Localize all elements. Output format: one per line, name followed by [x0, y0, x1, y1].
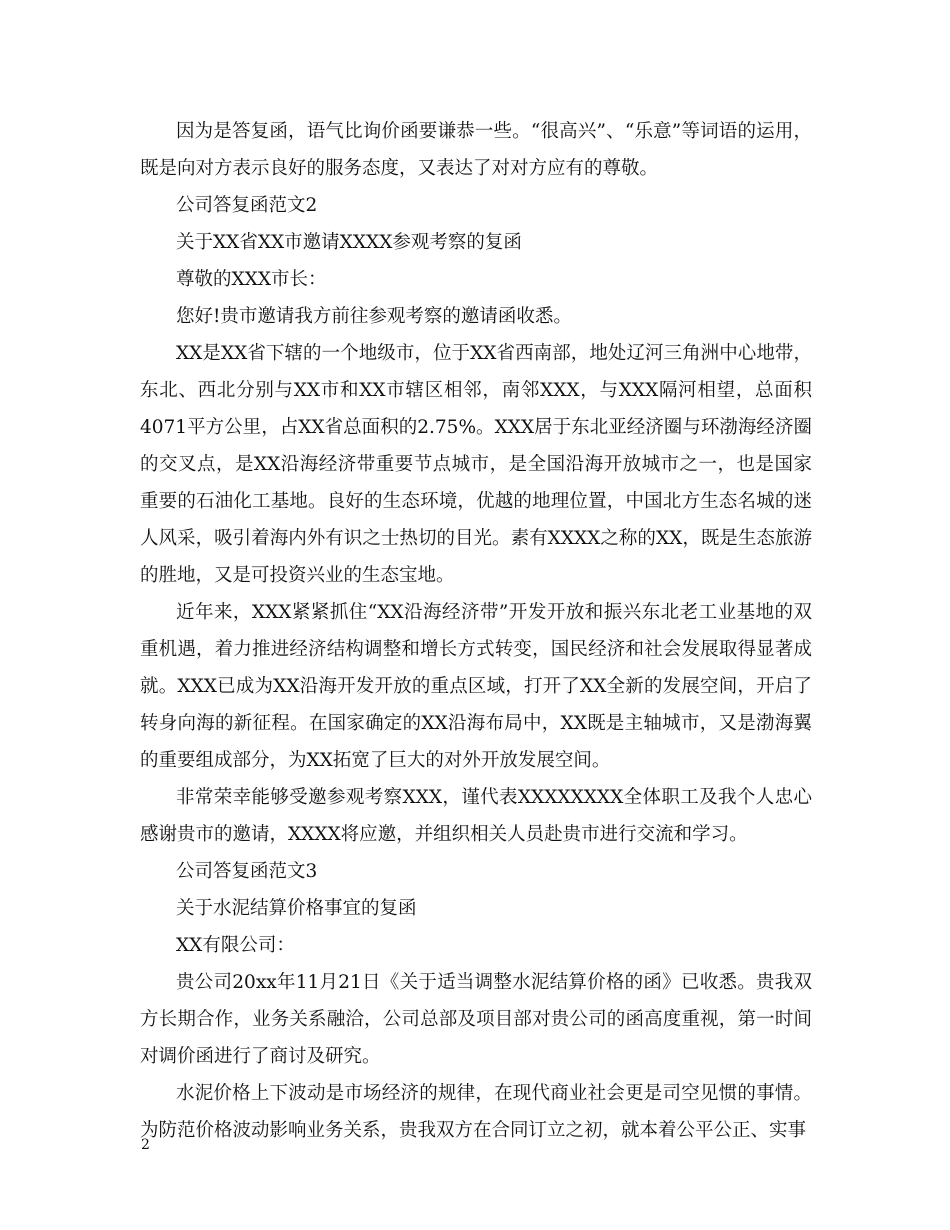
paragraph-price-fluctuation: 水泥价格上下波动是市场经济的规律，在现代商业社会更是司空见惯的事情。为防范价格波动影响业务关系，贵我双方在合同订立之初，就本着公平公正、实事 — [140, 1083, 812, 1141]
paragraph-intro-note: 因为是答复函，语气比询价函要谦恭一些。“很高兴”、“乐意”等词语的运用，既是向对方表示良好的服务态度，又表达了对对方应有的尊敬。 — [140, 121, 812, 179]
paragraph-acceptance: 非常荣幸能够受邀参观考察XXX，谨代表XXXXXXXX全体职工及我个人忠心感谢贵市的邀请，XXXX将应邀，并组织相关人员赴贵市进行交流和学习。 — [140, 787, 812, 845]
letter-title-sample-3: 关于水泥结算价格事宜的复函 — [176, 898, 417, 919]
greeting-sample-2: 您好!贵市邀请我方前往参观考察的邀请函收悉。 — [176, 306, 572, 327]
paragraph-recent-development: 近年来，XXX紧紧抓住“XX沿海经济带”开发开放和振兴东北老工业基地的双重机遇，着力推进经济结构调整和增长方式转变，国民经济和社会发展取得显著成就。XXX已成为XX沿海开发开放的重点区域，打开了XX全新的发展空间，开启了转身向海的新征程。在国家确定的XX沿海布局中，XX既是主轴城市，又是渤海翼的重要组成部分，为XX拓宽了巨大的对外开放发展空间。 — [140, 602, 812, 771]
document-body — [140, 113, 812, 1149]
paragraph-letter-received: 贵公司20xx年11月21日《关于适当调整水泥结算价格的函》已收悉。贵我双方长期合作，业务关系融洽，公司总部及项目部对贵公司的函高度重视，第一时间对调价函进行了商讨及研究。 — [140, 972, 812, 1067]
paragraph-city-overview: XX是XX省下辖的一个地级市，位于XX省西南部，地处辽河三角洲中心地带，东北、西北分别与XX市和XX市辖区相邻，南邻XXX，与XXX隔河相望，总面积4071平方公里，占XX省总面积的2.75%。XXX居于东北亚经济圈与环渤海经济圈的交叉点，是XX沿海经济带重要节点城市，是全国沿海开放城市之一，也是国家重要的石油化工基地。良好的生态环境，优越的地理位置，中国北方生态名城的迷人风采，吸引着海内外有识之士热切的目光。素有XXXX之称的XX，既是生态旅游的胜地，又是可投资兴业的生态宝地。 — [140, 343, 812, 586]
letter-title-sample-2: 关于XX省XX市邀请XXXX参观考察的复函 — [176, 232, 522, 253]
salutation-sample-2: 尊敬的XXX市长： — [176, 269, 327, 290]
section-heading-sample-2: 公司答复函范文2 — [176, 195, 318, 216]
section-heading-sample-3: 公司答复函范文3 — [176, 861, 318, 882]
page-number: 2 — [141, 1137, 150, 1153]
salutation-sample-3: XX有限公司： — [176, 935, 295, 956]
